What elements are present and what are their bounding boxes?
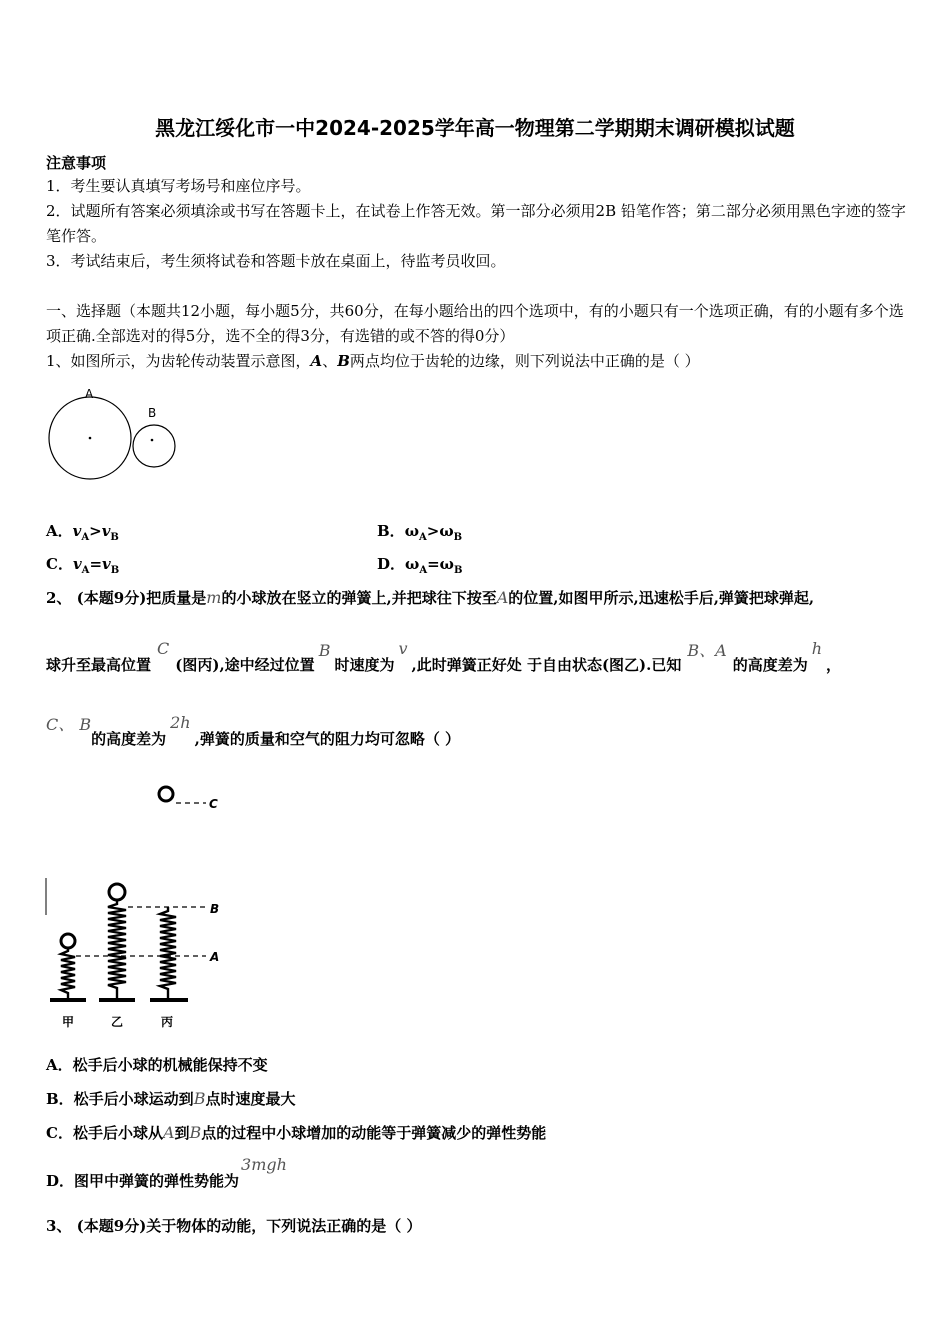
q1-option-b: B．$\omega_A>\omega_B$ — [377, 522, 463, 543]
gear-b-center — [151, 439, 154, 442]
label-a: A — [210, 950, 220, 964]
spring-yi — [108, 900, 126, 998]
base-yi — [99, 998, 135, 1002]
base-bing — [150, 998, 188, 1002]
caption-yi: 乙 — [111, 1015, 124, 1029]
q1-option-d: D．$\omega_A=\omega_B$ — [377, 555, 463, 576]
q3-stem: 3、 (本题9分)关于物体的动能，下列说法正确的是（ ） — [46, 1217, 422, 1235]
spring-bing — [160, 907, 176, 998]
q2-option-c: C．松手后小球从A到B点的过程中小球增加的动能等于弹簧减少的弹性势能 — [46, 1123, 547, 1142]
notice-item-1: 1．考生要认真填写考场号和座位序号。 — [46, 177, 311, 195]
q1-option-c: C．$v_A=v_B$ — [46, 555, 120, 576]
gear-label-b: B — [148, 406, 157, 420]
gear-diagram — [46, 384, 186, 494]
gear-label-a: A — [85, 387, 94, 401]
q1-stem: 1、如图所示，为齿轮传动装置示意图，A、B两点均位于齿轮的边缘，则下列说法中正确的是（ ） — [46, 352, 700, 370]
section-heading: 一、选择题（本题共12小题，每小题5分，共60分，在每小题给出的四个选项中，有的小题只有一个选项正确，有的小题有多个选项正确.全部选对的得5分，选不全的得3分，有选错的或不答的得0分） — [46, 302, 904, 345]
q2-stem-line2: 球升至最高位置C(图丙),途中经过位置B时速度为v,此时弹簧正好处 于自由状态(图乙).已知B、A的高度差为h， — [46, 639, 842, 674]
q2-option-b: B．松手后小球运动到B点时速度最大 — [46, 1089, 296, 1108]
q1-option-a: A．$v_A>v_B$ — [46, 522, 119, 543]
gear-b-circle — [133, 425, 175, 467]
caption-jia: 甲 — [62, 1015, 75, 1029]
label-b: B — [210, 902, 220, 916]
q2-option-a: A．松手后小球的机械能保持不变 — [46, 1056, 268, 1074]
notice-item-2: 2．试题所有答案必须填涂或书写在答题卡上，在试卷上作答无效。第一部分必须用2B 铅笔作答；第二部分必须用黑色字迹的签字笔作答。 — [46, 202, 906, 245]
notice-item-3: 3．考试结束后，考生须将试卷和答题卡放在桌面上，待监考员收回。 — [46, 252, 506, 270]
page-title: 黑龙江绥化市一中2024-2025学年高一物理第二学期期末调研模拟试题 — [155, 116, 795, 140]
spring-jia — [61, 948, 75, 998]
spring-diagram — [44, 780, 234, 1035]
base-jia — [50, 998, 86, 1002]
notice-heading: 注意事项 — [46, 154, 107, 172]
gear-a-center — [89, 437, 92, 440]
ball-c — [159, 787, 173, 801]
caption-bing: 丙 — [161, 1015, 174, 1029]
ball-yi — [109, 884, 125, 900]
ball-jia — [61, 934, 75, 948]
q2-stem-line1: 2、 (本题9分)把质量是m的小球放在竖立的弹簧上,并把球往下按至A的位置,如图甲所示,迅速松手后,弹簧把球弹起, — [46, 588, 815, 607]
label-c: C — [209, 797, 218, 811]
q2-stem-line3: C、 B的高度差为2h,弹簧的质量和空气的阻力均可忽略（ ） — [46, 713, 461, 748]
q2-option-d: D．图甲中弹簧的弹性势能为3mgh — [46, 1155, 287, 1190]
